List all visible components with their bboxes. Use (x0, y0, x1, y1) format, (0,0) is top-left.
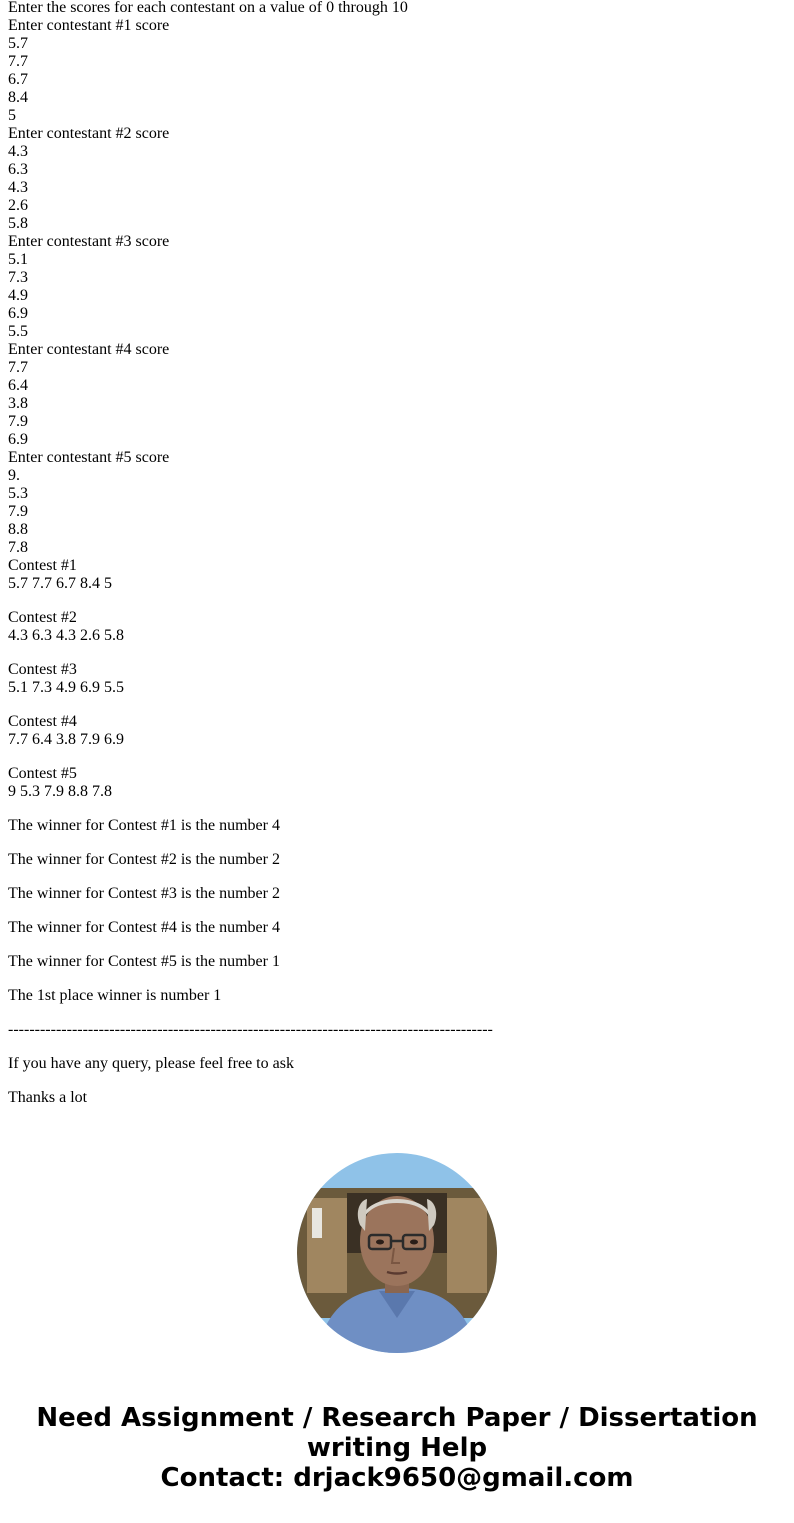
winners-block (8, 817, 788, 1107)
promo-banner (0, 1403, 794, 1493)
score-value: 5.5 (8, 323, 28, 340)
contest-summary-block (8, 557, 788, 817)
score-value: 6.9 (8, 305, 28, 322)
promo-contact-line: Contact: drjack9650@gmail.com (160, 1463, 634, 1493)
winner-line: The winner for Contest #3 is the number 2 (8, 885, 280, 902)
contest-heading: Contest #4 (8, 713, 77, 730)
spacer (8, 697, 788, 713)
document-body (8, 0, 788, 1123)
author-avatar (297, 1153, 497, 1353)
winner-line: The winner for Contest #1 is the number 4 (8, 817, 280, 834)
score-value: 6.9 (8, 431, 28, 448)
score-value: 9. (8, 467, 20, 484)
score-value: 6.7 (8, 71, 28, 88)
contestant-prompt: Enter contestant #4 score (8, 341, 170, 358)
contest-heading: Contest #3 (8, 661, 77, 678)
spacer (8, 749, 788, 765)
thanks-line: Thanks a lot (8, 1089, 88, 1106)
winner-line: The winner for Contest #2 is the number 2 (8, 851, 280, 868)
contest-values: 4.3 6.3 4.3 2.6 5.8 (8, 627, 124, 644)
promo-line-2: writing Help (306, 1433, 488, 1463)
score-value: 4.3 (8, 143, 28, 160)
instruction-line: Enter the scores for each contestant on a value of 0 through 10 (8, 0, 408, 16)
score-value: 3.8 (8, 395, 28, 412)
contest-heading: Contest #5 (8, 765, 77, 782)
spacer (8, 593, 788, 609)
query-note: If you have any query, please feel free to ask (8, 1055, 294, 1072)
score-value: 6.3 (8, 161, 28, 178)
dashed-separator: ------------------------------------------------------------------------------------------- (8, 1021, 493, 1038)
contest-heading: Contest #2 (8, 609, 77, 626)
first-place-line: The 1st place winner is number 1 (8, 987, 222, 1004)
score-value: 7.7 (8, 359, 28, 376)
score-value: 7.9 (8, 503, 28, 520)
author-photo (297, 1153, 497, 1353)
score-value: 7.7 (8, 53, 28, 70)
score-value: 5.1 (8, 251, 28, 268)
contestant-prompt: Enter contestant #2 score (8, 125, 170, 142)
contestant-prompt: Enter contestant #3 score (8, 233, 170, 250)
spacer (8, 645, 788, 661)
contest-values: 9 5.3 7.9 8.8 7.8 (8, 783, 112, 800)
score-value: 8.4 (8, 89, 28, 106)
contest-values: 7.7 6.4 3.8 7.9 6.9 (8, 731, 124, 748)
score-value: 4.9 (8, 287, 28, 304)
score-value: 5.7 (8, 35, 28, 52)
spacer (8, 801, 788, 817)
score-value: 7.9 (8, 413, 28, 430)
contest-values: 5.7 7.7 6.7 8.4 5 (8, 575, 112, 592)
score-value: 2.6 (8, 197, 28, 214)
score-value: 7.3 (8, 269, 28, 286)
score-value: 5 (8, 107, 16, 124)
contest-values: 5.1 7.3 4.9 6.9 5.5 (8, 679, 124, 696)
score-value: 8.8 (8, 521, 28, 538)
score-value: 6.4 (8, 377, 28, 394)
winner-line: The winner for Contest #5 is the number 1 (8, 953, 280, 970)
score-value: 5.8 (8, 215, 28, 232)
score-value: 4.3 (8, 179, 28, 196)
winner-line: The winner for Contest #4 is the number 4 (8, 919, 280, 936)
score-value: 5.3 (8, 485, 28, 502)
contestant-prompt: Enter contestant #5 score (8, 449, 170, 466)
contest-heading: Contest #1 (8, 557, 77, 574)
score-entry-block (8, 17, 788, 557)
promo-line-1: Need Assignment / Research Paper / Dissertation (36, 1403, 758, 1433)
contestant-prompt: Enter contestant #1 score (8, 17, 170, 34)
score-value: 7.8 (8, 539, 28, 556)
